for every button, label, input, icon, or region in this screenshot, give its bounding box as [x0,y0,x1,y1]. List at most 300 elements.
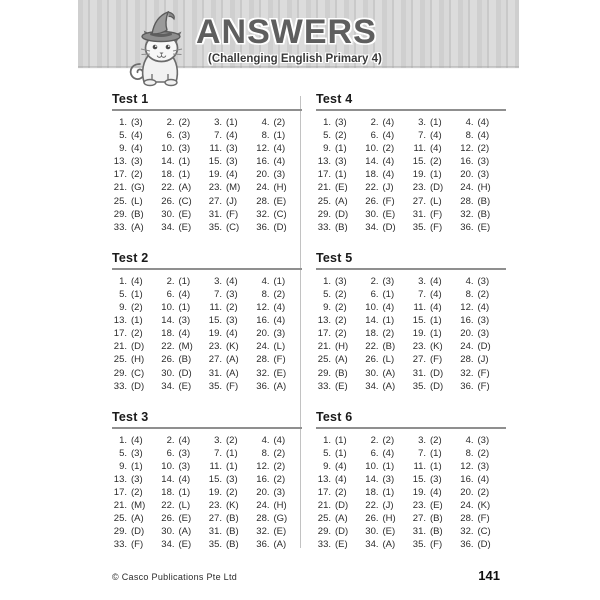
answer-value: (2) [382,328,395,340]
answer-value: (3) [178,130,191,142]
answer-item [255,155,303,168]
test-title: Test 6 [316,409,353,424]
answer-item [255,314,303,327]
answer-item [316,340,364,353]
answer-item [207,380,255,393]
answer-value: (1) [430,328,442,340]
answer-item [459,525,507,538]
answer-value: (K) [226,500,239,512]
answer-value: (H) [131,354,145,366]
answer-item [316,129,364,142]
answer-value: (A) [131,513,144,525]
answer-number: 18. [365,487,379,499]
answer-value: (E) [382,526,396,538]
answer-value: (H) [477,182,491,194]
answer-item [411,499,459,512]
answer-number: 2. [166,275,175,287]
answer-item [316,486,364,499]
answer-item [207,142,255,155]
answer-number: 10. [365,143,379,155]
answer-item [255,512,303,525]
answer-value: (B) [335,221,348,233]
answer-item [255,116,303,129]
answer-number: 22. [365,341,379,353]
answer-value: (4) [131,143,143,155]
answer-item [459,473,507,486]
test-title-rule [316,109,506,111]
answer-value: (E) [335,182,348,194]
answer-item [112,288,160,301]
answer-number: 36. [460,539,474,551]
answer-item [207,301,255,314]
answer-item [112,155,160,168]
answer-value: (L) [178,500,191,512]
answer-value: (3) [131,473,143,485]
answer-value: (3) [382,275,395,287]
answer-value: (4) [477,473,490,485]
answer-item [411,142,459,155]
answer-value: (2) [131,487,143,499]
test-title: Test 1 [112,92,149,106]
answer-value: (H) [335,341,349,353]
answer-number: 31. [412,208,426,220]
answer-number: 32. [256,208,270,220]
answer-value: (3) [477,156,490,168]
answer-item [255,499,303,512]
page-footer [112,568,500,583]
answer-number: 13. [317,315,331,327]
answer-value: (1) [335,447,347,459]
answer-item [459,314,507,327]
answer-number: 14. [161,473,175,485]
answer-item [112,129,160,142]
answer-item [207,486,255,499]
answer-value: (2) [477,487,490,499]
answer-number: 7. [418,447,426,459]
answer-item [411,473,459,486]
answer-value: (F) [477,380,490,392]
answer-number: 15. [412,156,426,168]
answer-number: 30. [161,367,175,379]
test-block [316,92,506,234]
answer-number: 2. [370,434,379,446]
answer-number: 5. [119,447,127,459]
answer-item [459,168,507,181]
answer-item [364,275,412,288]
answer-item [255,380,303,393]
answer-value: (B) [477,208,491,220]
answer-item [364,116,412,129]
answer-value: (2) [273,460,286,472]
answer-item [411,129,459,142]
answer-item [411,116,459,129]
answer-number: 3. [214,275,222,287]
answer-number: 4. [465,275,474,287]
answer-item [112,473,160,486]
answer-value: (3) [178,447,191,459]
left-answer-column [112,92,302,569]
answer-item [207,340,255,353]
answer-number: 28. [460,195,474,207]
answer-number: 16. [460,473,474,485]
answer-value: (A) [382,380,396,392]
answer-number: 33. [317,221,331,233]
answer-value: (2) [131,302,143,314]
answer-value: (B) [178,354,192,366]
answer-number: 19. [208,487,222,499]
answer-value: (3) [477,275,490,287]
answer-number: 1. [119,117,127,128]
answer-value: (2) [477,288,490,300]
answer-item [255,168,303,181]
answer-item [364,353,412,366]
answer-value: (J) [382,182,394,194]
answer-grid [316,275,506,393]
answer-item [364,314,412,327]
answer-value: (4) [430,302,442,314]
answer-value: (F) [477,513,490,525]
answer-value: (2) [131,328,143,340]
answer-number: 28. [256,195,270,207]
answer-number: 24. [460,182,474,194]
answer-value: (4) [178,288,191,300]
answer-number: 23. [412,341,426,353]
answer-number: 10. [161,143,175,155]
answer-value: (3) [382,473,395,485]
answer-number: 29. [317,208,331,220]
answer-value: (E) [178,539,192,551]
answer-number: 6. [370,130,379,142]
answer-value: (3) [273,328,286,340]
answer-item [411,168,459,181]
answer-number: 5. [119,288,127,300]
answer-value: (H) [273,182,287,194]
answer-value: (B) [430,526,443,538]
answer-grid [112,116,302,234]
test-block [316,251,506,393]
answer-item [459,538,507,551]
answer-number: 13. [113,473,127,485]
answer-number: 23. [208,341,222,353]
answer-item [207,155,255,168]
answer-value: (1) [382,460,395,472]
answer-number: 7. [214,288,222,300]
answer-number: 28. [256,513,270,525]
answer-item [112,221,160,234]
answer-item [364,525,412,538]
answer-item [160,380,208,393]
answer-item [207,353,255,366]
answer-item [364,129,412,142]
answer-item [459,142,507,155]
answer-item [459,434,507,447]
answer-item [364,380,412,393]
answer-value: (E) [178,208,192,220]
answer-value: (1) [178,487,191,499]
answer-number: 19. [208,328,222,340]
answer-number: 27. [208,354,222,366]
answer-value: (4) [273,302,286,314]
answer-value: (4) [382,156,395,168]
answer-number: 30. [365,367,379,379]
answer-item [316,142,364,155]
answer-number: 17. [113,487,127,499]
answer-number: 35. [412,221,426,233]
answer-item [160,512,208,525]
answer-value: (2) [273,288,286,300]
answer-value: (4) [477,302,490,314]
answer-number: 3. [418,275,426,287]
answer-value: (2) [226,302,238,314]
answer-value: (4) [273,143,286,155]
answer-number: 9. [119,302,127,314]
answer-number: 8. [465,288,474,300]
answer-item [160,129,208,142]
answer-value: (A) [273,380,287,392]
answer-value: (4) [178,473,191,485]
answer-item [316,168,364,181]
answer-item [411,327,459,340]
answer-number: 22. [365,182,379,194]
answer-value: (A) [226,367,239,379]
answer-value: (M) [178,341,193,353]
answer-number: 7. [214,447,222,459]
answer-value: (D) [477,341,491,353]
answer-item [255,301,303,314]
answer-value: (4) [430,275,442,287]
answer-number: 23. [412,500,426,512]
answer-item [255,353,303,366]
answer-number: 1. [323,275,331,287]
answer-value: (E) [178,221,192,233]
test-title-rule [316,268,506,270]
answer-item [255,434,303,447]
answer-number: 17. [317,487,331,499]
answer-item [459,353,507,366]
answer-value: (J) [226,195,238,207]
answer-item [459,499,507,512]
test-block [112,410,302,552]
answer-item [255,327,303,340]
answer-value: (4) [131,130,143,142]
answer-number: 6. [166,288,175,300]
answer-number: 32. [256,526,270,538]
answer-value: (2) [477,447,490,459]
answer-number: 12. [256,143,270,155]
answer-value: (1) [430,460,442,472]
answer-item [207,367,255,380]
answer-item [112,301,160,314]
answer-value: (3) [477,434,490,446]
answer-value: (C) [131,367,145,379]
answer-number: 19. [412,328,426,340]
answer-number: 36. [256,380,270,392]
answer-value: (1) [335,434,347,446]
answer-item [411,288,459,301]
answer-number: 8. [465,447,474,459]
answer-number: 34. [161,221,175,233]
answer-grid [112,275,302,393]
answer-number: 14. [161,315,175,327]
answer-value: (F) [226,208,239,220]
answer-value: (2) [335,315,347,327]
answer-item [459,340,507,353]
answer-item [112,380,160,393]
answer-item [364,142,412,155]
answer-item [207,314,255,327]
answer-item [112,367,160,380]
answer-number: 14. [365,473,379,485]
answer-item [316,380,364,393]
test-title-rule [112,109,302,111]
test-title: Test 5 [316,250,353,265]
answer-value: (3) [178,460,191,472]
answer-item [160,181,208,194]
answer-item [207,168,255,181]
answer-number: 33. [113,539,127,551]
answer-item [411,512,459,525]
answer-value: (B) [226,539,239,551]
answer-number: 30. [161,208,175,220]
answer-number: 17. [113,328,127,340]
answer-number: 20. [256,328,270,340]
answer-item [112,142,160,155]
answer-item [160,116,208,129]
answer-value: (3) [178,315,191,327]
answer-value: (4) [430,288,442,300]
title-block [196,14,496,65]
answers-content [0,92,600,552]
answer-value: (3) [178,143,191,155]
answer-value: (1) [131,460,143,472]
answer-number: 36. [460,221,474,233]
answer-item [364,288,412,301]
answer-value: (3) [226,143,238,155]
answer-item [411,447,459,460]
answer-item [160,301,208,314]
answer-value: (3) [273,487,286,499]
answer-item [364,301,412,314]
answer-value: (3) [477,169,490,181]
answer-item [364,538,412,551]
answer-value: (4) [430,143,442,155]
answer-item [364,486,412,499]
answer-value: (B) [335,367,348,379]
answer-value: (D) [430,182,444,194]
answer-number: 21. [317,182,331,194]
answer-number: 24. [460,500,474,512]
answer-number: 14. [365,156,379,168]
answer-value: (D) [178,367,192,379]
answer-value: (2) [382,434,395,446]
answer-value: (4) [382,447,395,459]
answer-value: (3) [226,473,238,485]
answer-number: 31. [208,208,222,220]
answer-value: (E) [178,380,192,392]
answer-value: (4) [178,434,191,446]
answer-value: (4) [382,130,395,142]
answer-number: 6. [370,288,379,300]
answer-value: (B) [226,526,239,538]
test-title: Test 2 [112,250,149,265]
answer-number: 26. [365,195,379,207]
answer-number: 2. [370,117,379,128]
answer-value: (4) [382,302,395,314]
answer-item [160,340,208,353]
answer-number: 26. [161,513,175,525]
answer-item [255,129,303,142]
answer-item [459,181,507,194]
answer-value: (E) [430,500,443,512]
answer-number: 33. [317,539,331,551]
answer-value: (A) [178,526,192,538]
answer-number: 11. [413,143,426,155]
answer-item [255,181,303,194]
answer-item [112,208,160,221]
answer-number: 1. [323,117,331,128]
answer-value: (B) [430,513,443,525]
answer-item [255,275,303,288]
answer-number: 27. [208,195,222,207]
answer-number: 13. [317,473,331,485]
answer-item [112,499,160,512]
answer-number: 25. [317,354,331,366]
answer-value: (K) [226,341,239,353]
cat-witch-hat-icon [126,10,198,92]
answer-item [207,129,255,142]
answer-value: (E) [382,208,396,220]
answer-value: (4) [226,275,238,287]
answer-item [316,301,364,314]
answer-item [459,288,507,301]
answer-item [364,367,412,380]
answer-value: (2) [335,130,347,142]
answer-number: 33. [317,380,331,392]
answer-item [459,155,507,168]
answer-number: 33. [113,380,127,392]
answer-number: 4. [261,434,270,446]
answer-item [316,208,364,221]
answer-item [112,538,160,551]
answer-number: 19. [412,169,426,181]
answer-value: (4) [273,434,286,446]
answer-value: (4) [477,117,490,128]
answer-item [207,473,255,486]
answer-number: 22. [365,500,379,512]
answer-value: (A) [335,195,348,207]
answer-number: 10. [161,460,175,472]
answer-item [316,367,364,380]
answer-value: (M) [131,500,146,512]
answer-value: (3) [430,473,442,485]
answer-item [207,116,255,129]
answer-item [255,473,303,486]
answer-value: (4) [131,275,143,287]
answer-value: (B) [477,195,491,207]
answer-value: (F) [430,221,443,233]
answer-number: 28. [460,513,474,525]
answer-item [411,460,459,473]
answer-number: 7. [418,130,426,142]
answer-value: (D) [477,539,491,551]
answer-value: (F) [382,195,395,207]
answer-item [112,168,160,181]
test-title-rule [316,427,506,429]
answer-value: (4) [131,434,143,446]
answer-value: (D) [430,380,444,392]
answer-item [160,353,208,366]
answer-number: 12. [460,302,474,314]
